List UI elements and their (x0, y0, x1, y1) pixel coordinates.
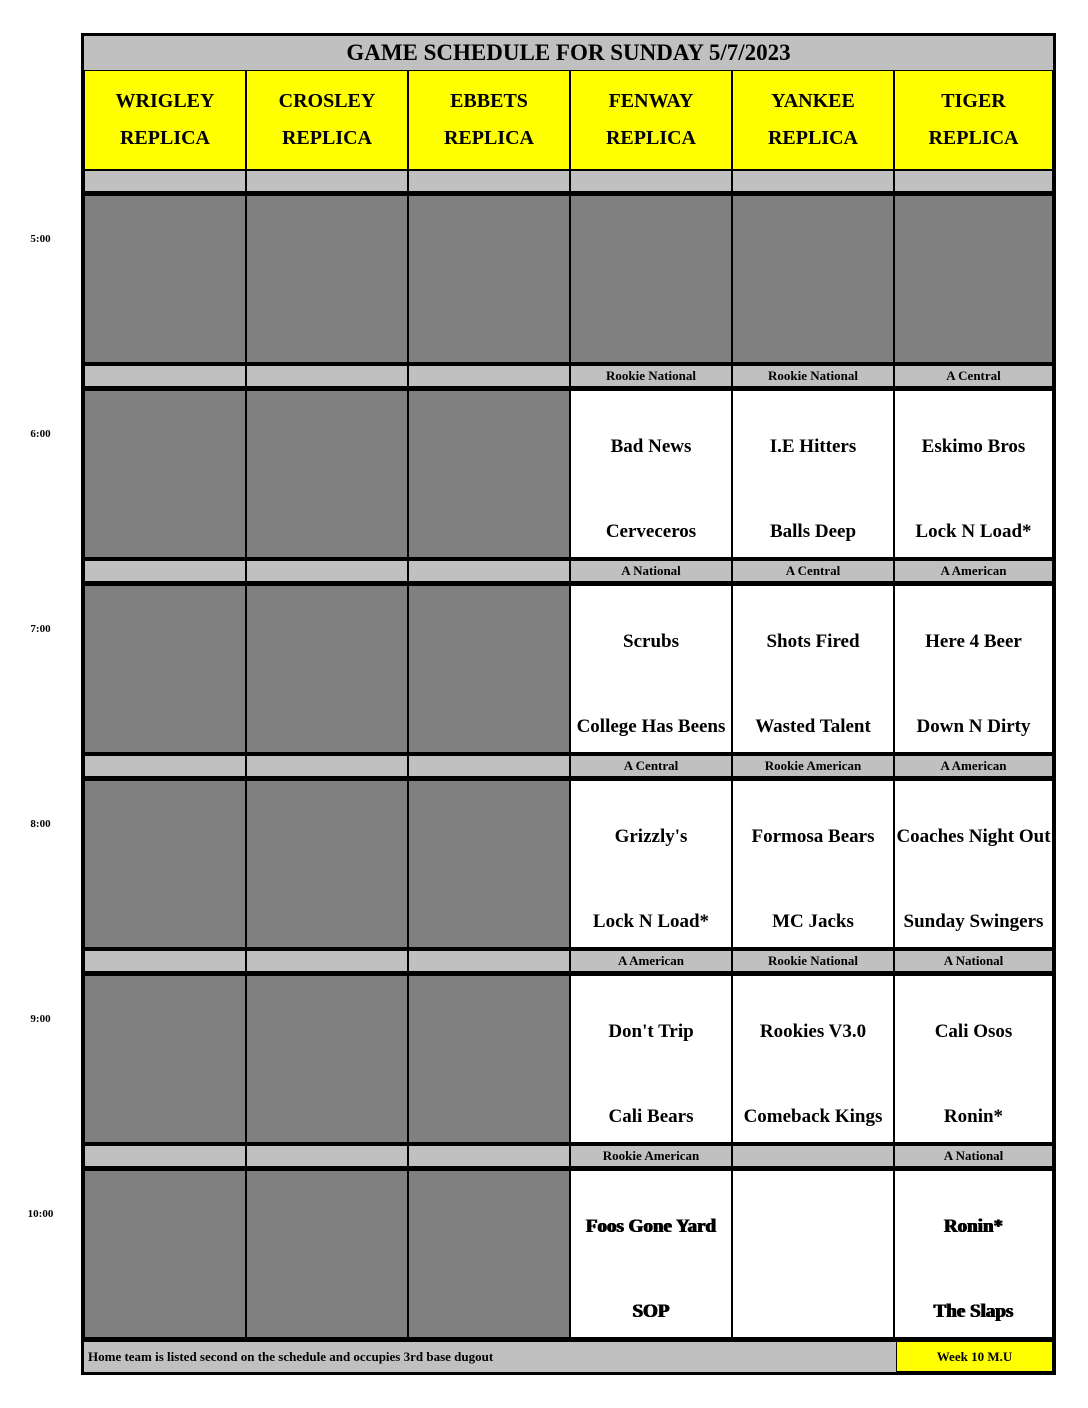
division-label: A American (570, 950, 732, 972)
time-label: 5:00 (30, 233, 51, 245)
division-label: A National (570, 560, 732, 582)
game-cell (570, 780, 732, 948)
home-team: SOP (632, 1301, 670, 1322)
field-subtitle: REPLICA (928, 127, 1019, 149)
unused-slot (246, 195, 408, 363)
game-cell (570, 390, 732, 558)
field-header (84, 70, 246, 170)
away-team: Foos Gone Yard (585, 1216, 717, 1237)
game-cell (894, 390, 1053, 558)
away-team: Cali Osos (934, 1021, 1013, 1042)
away-team: Don't Trip (608, 1021, 694, 1042)
division-label (84, 170, 246, 192)
division-label (246, 560, 408, 582)
home-team: Balls Deep (769, 521, 857, 542)
unused-slot (84, 390, 246, 558)
unused-slot (84, 780, 246, 948)
division-label: A National (894, 1145, 1053, 1167)
field-header (732, 70, 894, 170)
game-cell (894, 780, 1053, 948)
unused-slot (732, 195, 894, 363)
division-label (84, 755, 246, 777)
away-team: Rookies V3.0 (759, 1021, 867, 1042)
division-label: Rookie American (570, 1145, 732, 1167)
field-header (894, 70, 1053, 170)
away-team: Coaches Night Out (896, 826, 1051, 847)
unused-slot (408, 780, 570, 948)
unused-slot (84, 585, 246, 753)
division-label (408, 365, 570, 387)
division-label: A Central (894, 365, 1053, 387)
away-team: I.E Hitters (769, 436, 857, 457)
home-team: Cali Bears (608, 1106, 694, 1127)
schedule-table (81, 33, 1056, 1375)
unused-slot (84, 975, 246, 1143)
division-label: Rookie National (732, 365, 894, 387)
division-label (408, 560, 570, 582)
away-team: Shots Fired (766, 631, 860, 652)
division-label (246, 365, 408, 387)
time-label: 7:00 (30, 623, 51, 635)
division-label (408, 950, 570, 972)
unused-slot (894, 195, 1053, 363)
home-team: MC Jacks (772, 911, 854, 932)
time-label: 8:00 (30, 818, 51, 830)
division-label: Rookie National (732, 950, 894, 972)
game-cell (894, 975, 1053, 1143)
field-name: EBBETS (450, 90, 528, 112)
field-subtitle: REPLICA (605, 127, 696, 149)
unused-slot (246, 585, 408, 753)
home-team: Sunday Swingers (903, 911, 1044, 932)
unused-slot (246, 390, 408, 558)
unused-slot (408, 585, 570, 753)
home-team: Comeback Kings (743, 1106, 883, 1127)
unused-slot (408, 195, 570, 363)
unused-slot (84, 195, 246, 363)
division-label (246, 1145, 408, 1167)
division-label (84, 1145, 246, 1167)
division-label (246, 170, 408, 192)
away-team: Grizzly's (614, 826, 688, 847)
division-label: A American (894, 560, 1053, 582)
home-team: Lock N Load* (915, 521, 1032, 542)
division-label (84, 950, 246, 972)
footer-note: Home team is listed second on the schedule and occupies 3rd base dugout (84, 1341, 896, 1372)
division-label (84, 560, 246, 582)
away-team: Ronin* (943, 1216, 1004, 1237)
field-subtitle: REPLICA (443, 127, 534, 149)
game-cell (732, 780, 894, 948)
division-label (732, 170, 894, 192)
division-label (408, 170, 570, 192)
field-subtitle: REPLICA (281, 127, 372, 149)
away-team: Scrubs (623, 631, 679, 652)
unused-slot (408, 1170, 570, 1338)
home-team: Down N Dirty (916, 716, 1031, 737)
home-team: Lock N Load* (592, 911, 710, 932)
division-label: A Central (570, 755, 732, 777)
field-name: FENWAY (608, 90, 694, 112)
away-team: Formosa Bears (751, 826, 875, 847)
field-name: YANKEE (771, 90, 855, 112)
away-team: Eskimo Bros (921, 436, 1026, 457)
division-label (246, 950, 408, 972)
field-subtitle: REPLICA (119, 127, 210, 149)
division-label (732, 1145, 894, 1167)
division-label: A Central (732, 560, 894, 582)
unused-slot (246, 1170, 408, 1338)
game-cell (570, 585, 732, 753)
time-label: 6:00 (30, 428, 51, 440)
game-cell (732, 1170, 894, 1338)
time-label: 9:00 (30, 1013, 51, 1025)
division-label (894, 170, 1053, 192)
schedule-title: GAME SCHEDULE FOR SUNDAY 5/7/2023 (84, 36, 1053, 70)
unused-slot (408, 390, 570, 558)
unused-slot (84, 1170, 246, 1338)
field-name: TIGER (941, 90, 1006, 112)
home-team: Cerveceros (605, 521, 697, 542)
home-team: Ronin* (943, 1106, 1004, 1127)
field-header (408, 70, 570, 170)
time-label: 10:00 (27, 1208, 54, 1220)
division-label: A American (894, 755, 1053, 777)
field-name: CROSLEY (278, 90, 376, 112)
game-cell (894, 585, 1053, 753)
game-cell (732, 585, 894, 753)
unused-slot (246, 780, 408, 948)
unused-slot (408, 975, 570, 1143)
division-label (570, 170, 732, 192)
home-team: The Slaps (933, 1301, 1014, 1322)
field-header (246, 70, 408, 170)
home-team: Wasted Talent (755, 716, 871, 737)
game-cell (570, 1170, 732, 1338)
game-cell (732, 390, 894, 558)
division-label: Rookie American (732, 755, 894, 777)
division-label: A National (894, 950, 1053, 972)
game-cell (570, 975, 732, 1143)
division-label (246, 755, 408, 777)
unused-slot (570, 195, 732, 363)
game-cell (894, 1170, 1053, 1338)
game-cell (732, 975, 894, 1143)
home-team: College Has Beens (576, 716, 726, 737)
away-team: Here 4 Beer (925, 631, 1022, 652)
division-label: Rookie National (570, 365, 732, 387)
away-team: Bad News (610, 436, 692, 457)
field-header (570, 70, 732, 170)
unused-slot (246, 975, 408, 1143)
division-label (408, 755, 570, 777)
week-label: Week 10 M.U (896, 1341, 1053, 1372)
field-subtitle: REPLICA (767, 127, 858, 149)
field-name: WRIGLEY (115, 90, 215, 112)
division-label (84, 365, 246, 387)
division-label (408, 1145, 570, 1167)
